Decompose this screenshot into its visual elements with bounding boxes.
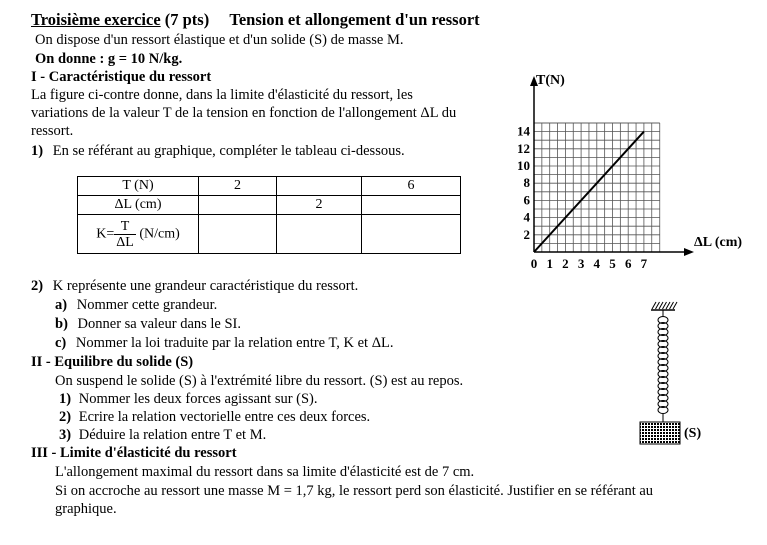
question-1-number: 1) (31, 143, 44, 159)
section1-heading: I - Caractéristique du ressort (31, 69, 212, 85)
x-tick-label: 6 (624, 256, 632, 271)
y-tick-label: 2 (523, 226, 530, 242)
x-tick-label: 7 (640, 256, 648, 271)
section3-line3: graphique. (55, 501, 117, 517)
question-2b-text: Donner sa valeur dans le SI. (77, 316, 242, 332)
x-tick-label: 2 (562, 256, 569, 271)
y-tick-label: 12 (517, 140, 530, 156)
title-subject: Tension et allongement d'un ressort (229, 10, 480, 29)
hatch-line (670, 302, 674, 309)
question-2c-text: Nommer la loi traduite par la relation entre T, K et ΔL. (75, 335, 394, 351)
hatch-line (666, 302, 670, 309)
solid-block (640, 422, 680, 444)
section2-q2-text: Ecrire la relation vectorielle entre ces deux forces. (78, 409, 371, 425)
spring-coils (658, 317, 668, 414)
question-2a-label: a) (55, 297, 68, 313)
x-tick-label: 1 (546, 256, 553, 271)
table-cell: ΔL (cm) (78, 196, 199, 215)
question-1-text: En se référant au graphique, compléter le tableau ci-dessous. (52, 143, 405, 159)
y-tick-label: 6 (523, 192, 530, 208)
question-2-text: K représente une grandeur caractéristique du ressort. (52, 278, 359, 294)
section2-q1-text: Nommer les deux forces agissant sur (S). (78, 391, 318, 407)
table-cell: 2 (199, 177, 277, 196)
section2-q1-number: 1) (59, 391, 72, 407)
section2-q3-text: Déduire la relation entre T et M. (78, 427, 267, 443)
hatch-line (673, 302, 677, 309)
section1-line3: ressort. (31, 123, 74, 139)
title-points: (7 pts) (160, 10, 210, 29)
question-2b-label: b) (55, 316, 68, 332)
support-hatch (652, 302, 677, 309)
y-tick-label: 10 (517, 158, 530, 173)
x-tick-label: 0 (530, 256, 538, 271)
title-main: Troisième exercice (31, 10, 161, 29)
x-tick-label: 5 (609, 256, 616, 271)
spring-diagram (640, 302, 701, 444)
y-tick-label: 4 (523, 209, 530, 225)
x-axis-arrow (684, 248, 694, 256)
section2-heading: II - Equilibre du solide (S) (31, 354, 194, 370)
section1-line1: La figure ci-contre donne, dans la limite d'élasticité du ressort, les (31, 87, 413, 103)
hatch-line (663, 302, 667, 309)
hatch-line (656, 302, 660, 309)
table-cell: 6 (362, 177, 461, 196)
k-numerator: T (114, 219, 136, 235)
y-axis-label: T(N) (536, 73, 565, 88)
k-unit: (N/cm) (135, 226, 180, 242)
section3-heading: III - Limite d'élasticité du ressort (31, 445, 237, 461)
k-prefix: K= (96, 226, 115, 242)
table-cell: T (N) (78, 177, 199, 196)
given-text: On donne : g = 10 N/kg. (35, 51, 183, 67)
section2-q2-number: 2) (59, 409, 72, 425)
intro-text: On dispose d'un ressort élastique et d'un solide (S) de masse M. (35, 32, 404, 48)
solid-label: (S) (684, 426, 702, 441)
hatch-line (652, 302, 656, 309)
y-tick-label: 8 (523, 175, 530, 191)
x-tick-label: 4 (593, 256, 601, 271)
x-tick-label: 3 (577, 256, 585, 271)
section3-line1: L'allongement maximal du ressort dans sa limite d'élasticité est de 7 cm. (55, 464, 475, 480)
table-cell: 2 (277, 196, 362, 215)
section3-line2: Si on accroche au ressort une masse M = 1,7 kg, le ressort perd son élasticité. Justifier en se référant au (55, 483, 654, 499)
section1-line2: variations de la valeur T de la tension en fonction de l'allongement ΔL du (31, 105, 457, 121)
y-tick-label: 14 (517, 123, 530, 139)
question-2c-label: c) (55, 335, 67, 351)
question-2-number: 2) (31, 278, 44, 294)
k-denominator: ΔL (116, 234, 134, 250)
x-axis-label: ΔL (cm) (694, 235, 743, 250)
hatch-line (659, 302, 663, 309)
section2-q3-number: 3) (59, 427, 72, 443)
question-2a-text: Nommer cette grandeur. (76, 297, 218, 313)
section2-text: On suspend le solide (S) à l'extrémité libre du ressort. (S) est au repos. (55, 373, 464, 389)
